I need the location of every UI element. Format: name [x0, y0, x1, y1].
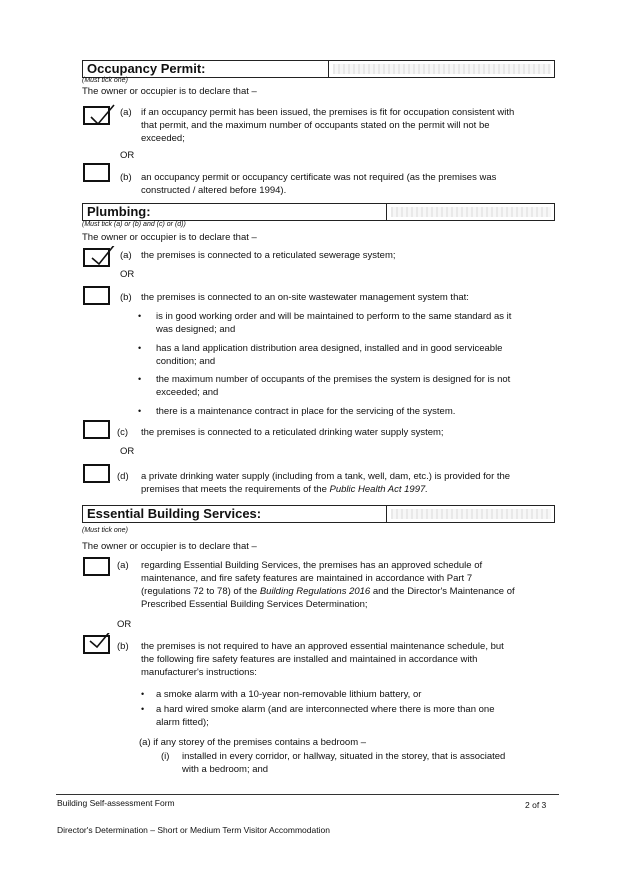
plumbing-c-checkbox[interactable] [83, 420, 110, 439]
plumbing-b-label: (b) [120, 292, 132, 303]
ebs-a-text-3 [141, 586, 515, 599]
plumbing-bullet-2-line-1: has a land application distribution area designed, installed and in good serviceable [156, 343, 503, 354]
plumbing-header-fill [391, 207, 551, 217]
occupancy-b-checkbox[interactable] [83, 163, 110, 182]
plumbing-a-label: (a) [120, 250, 132, 261]
ebs-a-label: (a) [117, 560, 129, 571]
ebs-intro: The owner or occupier is to declare that – [82, 541, 257, 552]
ebs-b-text-2: the following fire safety features are installed and maintained in accordance with [141, 654, 478, 665]
plumbing-or-2: OR [120, 446, 135, 457]
checkmark-icon [87, 633, 117, 657]
plumbing-d-text-2a: premises that meets the requirements of the [141, 484, 330, 495]
occupancy-intro: The owner or occupier is to declare that – [82, 86, 257, 97]
plumbing-intro: The owner or occupier is to declare that – [82, 232, 257, 243]
ebs-a-text-3a: (regulations 72 to 78) of the [141, 586, 260, 597]
ebs-or: OR [117, 619, 132, 630]
plumbing-d-checkbox[interactable] [83, 464, 110, 483]
ebs-b-checkbox[interactable] [83, 635, 110, 654]
occupancy-b-text-2: constructed / altered before 1994). [141, 185, 287, 196]
public-health-act-ref: Public Health Act 1997. [329, 484, 428, 495]
plumbing-bullet-1-line-1: is in good working order and will be maintained to perform to the same standard as it [156, 311, 512, 322]
plumbing-bullet-2-line-2: condition; and [156, 356, 216, 367]
ebs-bullet-2-line-1: a hard wired smoke alarm (and are interconnected where there is more than one [156, 704, 495, 715]
plumbing-title: Plumbing: [83, 204, 387, 220]
ebs-header-fill [391, 509, 551, 519]
footer-page-number: 2 of 3 [525, 800, 547, 810]
footer-divider [56, 794, 559, 795]
ebs-bullet-2-line-2: alarm fitted); [156, 717, 209, 728]
plumbing-bullet-3-line-2: exceeded; and [156, 387, 219, 398]
ebs-b-text-3: manufacturer's instructions: [141, 667, 257, 678]
plumbing-header [82, 203, 555, 221]
footer-determination: Director's Determination – Short or Medium Term Visitor Accommodation [57, 825, 330, 835]
ebs-sub-i-line-1: installed in every corridor, or hallway, situated in the storey, that is associated [182, 751, 506, 762]
ebs-a-text-4: Prescribed Essential Building Services Determination; [141, 599, 368, 610]
footer-form-name: Building Self-assessment Form [57, 798, 175, 808]
plumbing-c-label: (c) [117, 427, 129, 438]
bullet: • [141, 689, 145, 699]
occupancy-a-text-2: that permit, and the maximum number of occupants stated on the permit will not be [141, 120, 490, 131]
ebs-b-text-1: the premises is not required to have an approved essential maintenance schedule, but [141, 641, 504, 652]
ebs-a-checkbox[interactable] [83, 557, 110, 576]
occupancy-b-text-1: an occupancy permit or occupancy certificate was not required (as the premises was [141, 172, 497, 183]
ebs-title: Essential Building Services: [83, 506, 387, 522]
plumbing-a-text: the premises is connected to a reticulated sewerage system; [141, 250, 396, 261]
bullet: • [138, 374, 142, 384]
bullet: • [138, 343, 142, 353]
ebs-bullet-1: a smoke alarm with a 10-year non-removable lithium battery, or [156, 689, 422, 700]
plumbing-c-text: the premises is connected to a reticulated drinking water supply system; [141, 427, 444, 438]
plumbing-bullet-4: there is a maintenance contract in place for the servicing of the system. [156, 406, 456, 417]
building-regulations-ref: Building Regulations 2016 [259, 586, 371, 597]
ebs-sub-i-line-2: with a bedroom; and [182, 764, 269, 775]
occupancy-b-label: (b) [120, 172, 132, 183]
checkmark-icon [87, 246, 117, 270]
bullet: • [138, 406, 142, 416]
ebs-b-label: (b) [117, 641, 129, 652]
occupancy-a-text-3: exceeded; [141, 133, 185, 144]
plumbing-or-1: OR [120, 269, 135, 280]
occupancy-title: Occupancy Permit: [83, 61, 329, 77]
ebs-a-text-2: maintenance, and fire safety features are maintained in accordance with Part 7 [141, 573, 473, 584]
occupancy-or: OR [120, 150, 135, 161]
checkmark-icon [87, 104, 117, 128]
occupancy-header-fill [333, 64, 551, 74]
occupancy-a-text-1: if an occupancy permit has been issued, the premises is fit for occupation consistent with [141, 107, 515, 118]
plumbing-b-checkbox[interactable] [83, 286, 110, 305]
ebs-a-text-1: regarding Essential Building Services, the premises has an approved schedule of [141, 560, 483, 571]
plumbing-a-checkbox[interactable] [83, 248, 110, 267]
bullet: • [138, 311, 142, 321]
occupancy-header [82, 60, 555, 78]
plumbing-d-text-2 [141, 484, 428, 497]
plumbing-must-tick: (Must tick (a) or (b) and (c) or (d)) [82, 221, 186, 228]
ebs-must-tick: (Must tick one) [82, 527, 128, 534]
plumbing-bullet-1-line-2: was designed; and [156, 324, 236, 335]
bullet: • [141, 704, 145, 714]
ebs-a-text-3c: and the Director's Maintenance of [370, 586, 515, 597]
plumbing-d-label: (d) [117, 471, 129, 482]
plumbing-bullet-3-line-1: the maximum number of occupants of the premises the system is designed for is not [156, 374, 511, 385]
plumbing-d-text-1: a private drinking water supply (including from a tank, well, dam, etc.) is provided for the [141, 471, 511, 482]
plumbing-b-text: the premises is connected to an on-site wastewater management system that: [141, 292, 469, 303]
ebs-sub-i-label: (i) [161, 751, 170, 762]
ebs-sub-a: (a) if any storey of the premises contains a bedroom – [139, 737, 367, 748]
occupancy-must-tick: (Must tick one) [82, 77, 128, 84]
occupancy-a-label: (a) [120, 107, 132, 118]
ebs-header [82, 505, 555, 523]
occupancy-a-checkbox[interactable] [83, 106, 110, 125]
